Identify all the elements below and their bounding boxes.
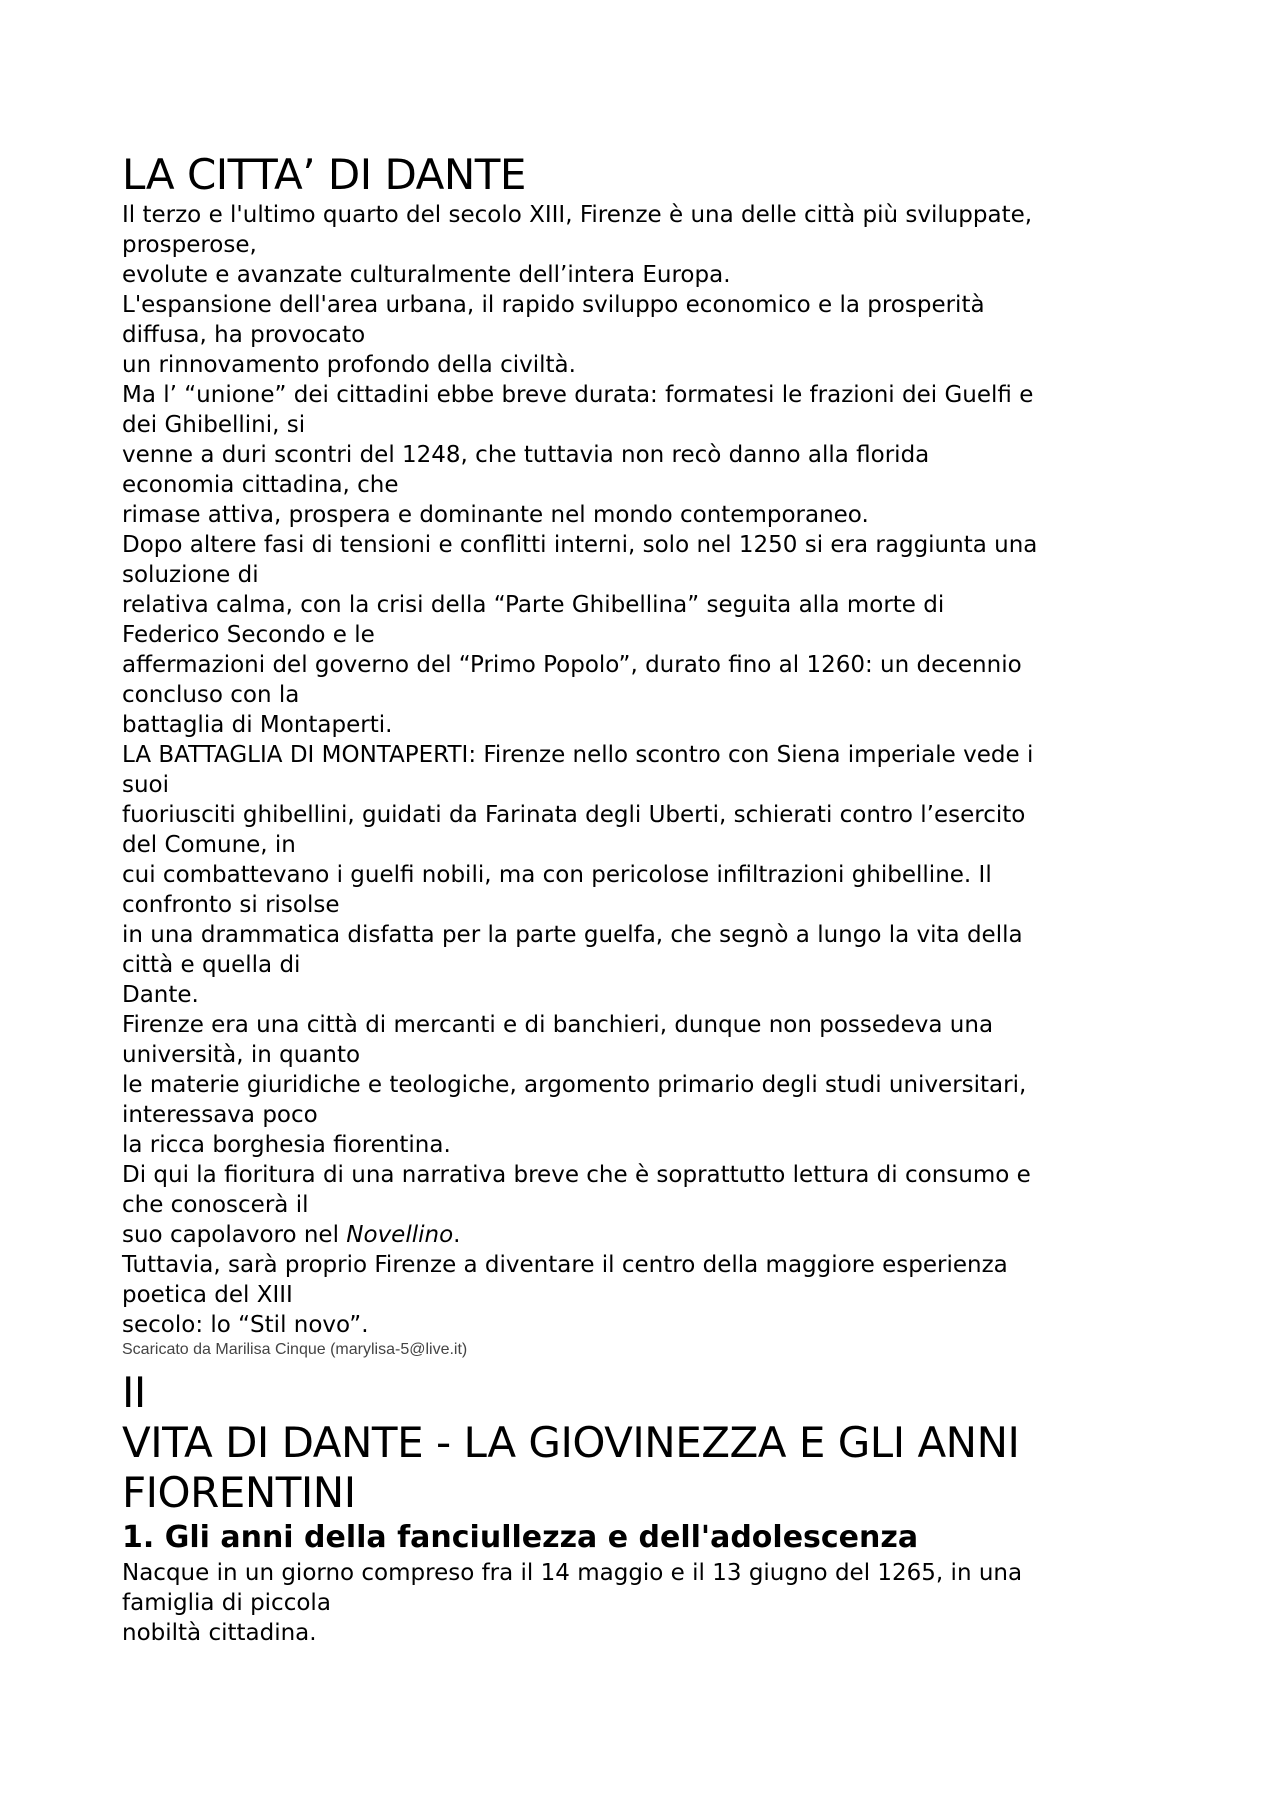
text-line: affermazioni del governo del “Primo Popolo”, durato fino al 1260: un decennio xyxy=(122,652,1022,678)
text-line: relativa calma, con la crisi della “Parte Ghibellina” seguita alla morte di xyxy=(122,592,945,618)
text-line: in una drammatica disfatta per la parte guelfa, che segnò a lungo la vita della xyxy=(122,922,1023,948)
text-line: che conoscerà il xyxy=(122,1192,309,1218)
novellino-prefix: suo capolavoro nel xyxy=(122,1222,347,1248)
novellino-suffix: . xyxy=(453,1222,461,1248)
text-line: Dopo altere fasi di tensioni e conflitti interni, solo nel 1250 si era raggiunta una xyxy=(122,532,1038,558)
chapter-title-line-2: FIORENTINI xyxy=(122,1468,356,1517)
novellino-line xyxy=(122,1220,1182,1250)
text-line: LA BATTAGLIA DI MONTAPERTI: Firenze nello scontro con Siena imperiale vede i xyxy=(122,742,1034,768)
text-line: Tuttavia, sarà proprio Firenze a diventare il centro della maggiore esperienza xyxy=(122,1252,1008,1278)
text-line: economia cittadina, che xyxy=(122,472,399,498)
text-line: diffusa, ha provocato xyxy=(122,322,366,348)
text-line: Federico Secondo e le xyxy=(122,622,375,648)
download-note: Scaricato da Marilisa Cinque (marylisa-5@live.it) xyxy=(122,1341,468,1358)
text-line: Firenze era una città di mercanti e di banchieri, dunque non possedeva una xyxy=(122,1012,994,1038)
text-line: interessava poco xyxy=(122,1102,318,1128)
text-line: confronto si risolse xyxy=(122,892,340,918)
text-line: università, in quanto xyxy=(122,1042,361,1068)
text-line: un rinnovamento profondo della civiltà. xyxy=(122,352,576,378)
text-line: Di qui la fioritura di una narrativa breve che è soprattutto lettura di consumo e xyxy=(122,1162,1031,1188)
text-line: famiglia di piccola xyxy=(122,1590,331,1616)
novellino-title: Novellino xyxy=(346,1222,454,1248)
text-line: battaglia di Montaperti. xyxy=(122,712,393,738)
section1-body xyxy=(122,200,1182,1220)
document-page xyxy=(122,150,1182,1648)
chapter-number: II xyxy=(122,1368,146,1417)
text-line: le materie giuridiche e teologiche, argomento primario degli studi universitari, xyxy=(122,1072,1027,1098)
text-line: dei Ghibellini, si xyxy=(122,412,306,438)
section2-body xyxy=(122,1558,1182,1648)
text-line: rimase attiva, prospera e dominante nel mondo contemporaneo. xyxy=(122,502,869,528)
section1-closing xyxy=(122,1250,1182,1340)
chapter-title-line-1: VITA DI DANTE - LA GIOVINEZZA E GLI ANNI xyxy=(122,1418,1020,1467)
text-line: Il terzo e l'ultimo quarto del secolo XIII, Firenze è una delle città più sviluppate, xyxy=(122,202,1033,228)
text-line: prosperose, xyxy=(122,232,257,258)
text-line: venne a duri scontri del 1248, che tuttavia non recò danno alla florida xyxy=(122,442,930,468)
text-line: soluzione di xyxy=(122,562,259,588)
text-line: la ricca borghesia fiorentina. xyxy=(122,1132,451,1158)
text-line: poetica del XIII xyxy=(122,1282,293,1308)
text-line: del Comune, in xyxy=(122,832,296,858)
subheading: 1. Gli anni della fanciullezza e dell'adolescenza xyxy=(122,1520,919,1555)
text-line: Nacque in un giorno compreso fra il 14 maggio e il 13 giugno del 1265, in una xyxy=(122,1560,1023,1586)
text-line: concluso con la xyxy=(122,682,300,708)
text-line: Ma l’ “unione” dei cittadini ebbe breve durata: formatesi le frazioni dei Guelfi e xyxy=(122,382,1034,408)
text-line: città e quella di xyxy=(122,952,301,978)
text-line: Dante. xyxy=(122,982,199,1008)
text-line: nobiltà cittadina. xyxy=(122,1620,317,1646)
section-title: LA CITTA’ DI DANTE xyxy=(122,150,526,199)
text-line: L'espansione dell'area urbana, il rapido sviluppo economico e la prosperità xyxy=(122,292,985,318)
text-line: fuoriusciti ghibellini, guidati da Farinata degli Uberti, schierati contro l’esercito xyxy=(122,802,1026,828)
text-line: evolute e avanzate culturalmente dell’intera Europa. xyxy=(122,262,731,288)
text-line: suoi xyxy=(122,772,170,798)
text-line: secolo: lo “Stil novo”. xyxy=(122,1312,369,1338)
text-line: cui combattevano i guelfi nobili, ma con pericolose infiltrazioni ghibelline. Il xyxy=(122,862,992,888)
